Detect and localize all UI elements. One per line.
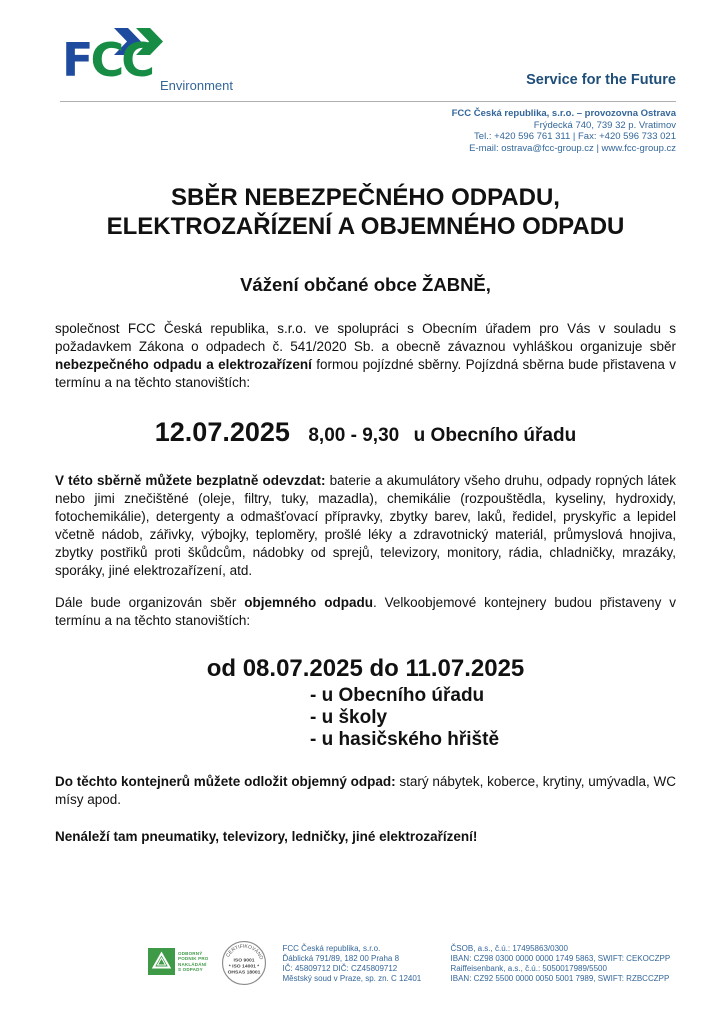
- title-line-2: ELEKTROZAŘÍZENÍ A OBJEMNÉHO ODPADU: [106, 213, 625, 240]
- stamp-line: * ISO 14001 *: [228, 963, 259, 970]
- iso-certification-stamp-icon: [221, 940, 267, 986]
- location-item: - u školy: [310, 707, 388, 728]
- accepted-items-paragraph: V této sběrně můžete bezplatně odevzdat: baterie a akumulátory všeho druhu, odpady ropných látek nebo jimi znečištěné (oleje, filtry, tuky, mazadla), chemikálie (rozpouštědla, kyseliny, hydroxidy, fotochemikálie), detergenty a odmašťovací přípravky, zbytky barev, laků, ředidel, pryskyřic a lepidel včetně nádob, zářivky, výbojky, teploměry, prošlé léky a zdravotnický materiál, průmyslová hnojiva, zbytky postřiků proti škůdcům, nádobky od sprejů, televizory, monitory, rádia, chladničky, mrazáky, sporáky, jiné elektrozařízení, atd.: [55, 473, 676, 578]
- collection-date: 12.07.2025: [154, 417, 290, 447]
- location-item: - u hasičského hřiště: [310, 729, 500, 750]
- company-line: IČ: 45809712 DIČ: CZ45809712: [282, 964, 398, 973]
- address-line: E-mail: ostrava@fcc-group.cz | www.fcc-group.cz: [469, 142, 676, 154]
- bank-accounts-block: [451, 944, 671, 984]
- location-item: - u Obecního úřadu: [310, 685, 485, 706]
- company-tagline: Service for the Future: [526, 72, 676, 88]
- address-line: Tel.: +420 596 761 311 | Fax: +420 596 733 021: [474, 131, 676, 142]
- company-registration-block: [283, 944, 441, 984]
- salutation: Vážení občané obce ŽABNĚ,: [240, 274, 491, 295]
- document-footer: [148, 938, 718, 986]
- bank-line: Raiffeisenbank, a.s., č.ú.: 5050017989/5500: [450, 964, 607, 973]
- letterhead: [0, 0, 724, 160]
- bank-line: IBAN: CZ92 5500 0000 0050 5001 7989, SWIFT: RZBCCZPP: [450, 974, 670, 983]
- logo-letters: [62, 33, 152, 87]
- logo-letter: F: [62, 33, 91, 87]
- fcc-logo: [62, 28, 292, 96]
- stamp-line: ISO 9001: [233, 957, 255, 964]
- bulky-collection-range: od 08.07.2025 do 11.07.2025: [206, 655, 525, 682]
- address-line: FCC Česká republika, s.r.o. – provozovna Ostrava: [451, 108, 676, 119]
- eco-label-line: PODNIK PRO: [178, 956, 209, 961]
- branch-address-block: [452, 108, 676, 154]
- company-line: Ďáblická 791/89, 182 00 Praha 8: [282, 954, 400, 963]
- eco-label-line: S ODPADY: [178, 967, 203, 972]
- collection-locations: [55, 685, 676, 751]
- company-line: FCC Česká republika, s.r.o.: [282, 944, 381, 953]
- document-title: [55, 183, 676, 241]
- collection-place: u Obecního úřadu: [413, 425, 577, 446]
- header-divider: [60, 101, 676, 102]
- bulky-intro-paragraph: Dále bude organizován sběr objemného odpadu. Velkoobjemové kontejnery budou přistaveny v termínu a na těchto stanovištích:: [55, 595, 676, 628]
- eco-label: [178, 951, 209, 973]
- bank-line: IBAN: CZ98 0300 0000 0000 1749 5863, SWIFT: CEKOCZPP: [450, 954, 671, 963]
- stamp-line: OHSAS 18001: [227, 969, 260, 976]
- company-line: Městský soud v Praze, sp. zn. C 12401: [282, 974, 422, 983]
- not-allowed-note: Nenáleží tam pneumatiky, televizory, ledničky, jiné elektrozařízení!: [55, 829, 478, 844]
- logo-environment-label: Environment: [160, 78, 233, 93]
- logo-letter: C: [121, 33, 152, 87]
- eco-label-line: ODBORNÝ: [178, 950, 203, 956]
- address-line: Frýdecká 740, 739 32 p. Vratimov: [533, 119, 676, 131]
- collection-time: 8,00 - 9,30: [308, 425, 400, 446]
- stamp-arc-text: CERTIFIKOVÁNO: [224, 943, 264, 961]
- title-line-1: SBĚR NEBEZPEČNÉHO ODPADU,: [171, 184, 560, 211]
- hazardous-collection-schedule: [55, 417, 676, 448]
- intro-paragraph: společnost FCC Česká republika, s.r.o. ve spolupráci s Obecním úřadem pro Vás v souladu s požadavkem Zákona o odpadech č. 541/2020 Sb. a obecně závaznou vyhláškou organizuje sběr nebezpečného odpadu a elektrozařízení formou pojízdné sběrny. Pojízdná sběrna bude přistavena v termínu a na těchto stanovištích:: [55, 321, 676, 390]
- document-body: [55, 160, 676, 844]
- logo-letter: C: [90, 33, 122, 87]
- bank-line: ČSOB, a.s., č.ú.: 17495863/0300: [450, 944, 568, 953]
- eco-certification: [148, 948, 209, 975]
- bulky-items-paragraph: Do těchto kontejnerů můžete odložit objemný odpad: starý nábytek, koberce, krytiny, umývadla, WC mísy apod.: [55, 774, 676, 807]
- eco-label-line: NAKLÁDÁNÍ: [178, 961, 207, 967]
- recycling-triangle-icon: [148, 948, 175, 975]
